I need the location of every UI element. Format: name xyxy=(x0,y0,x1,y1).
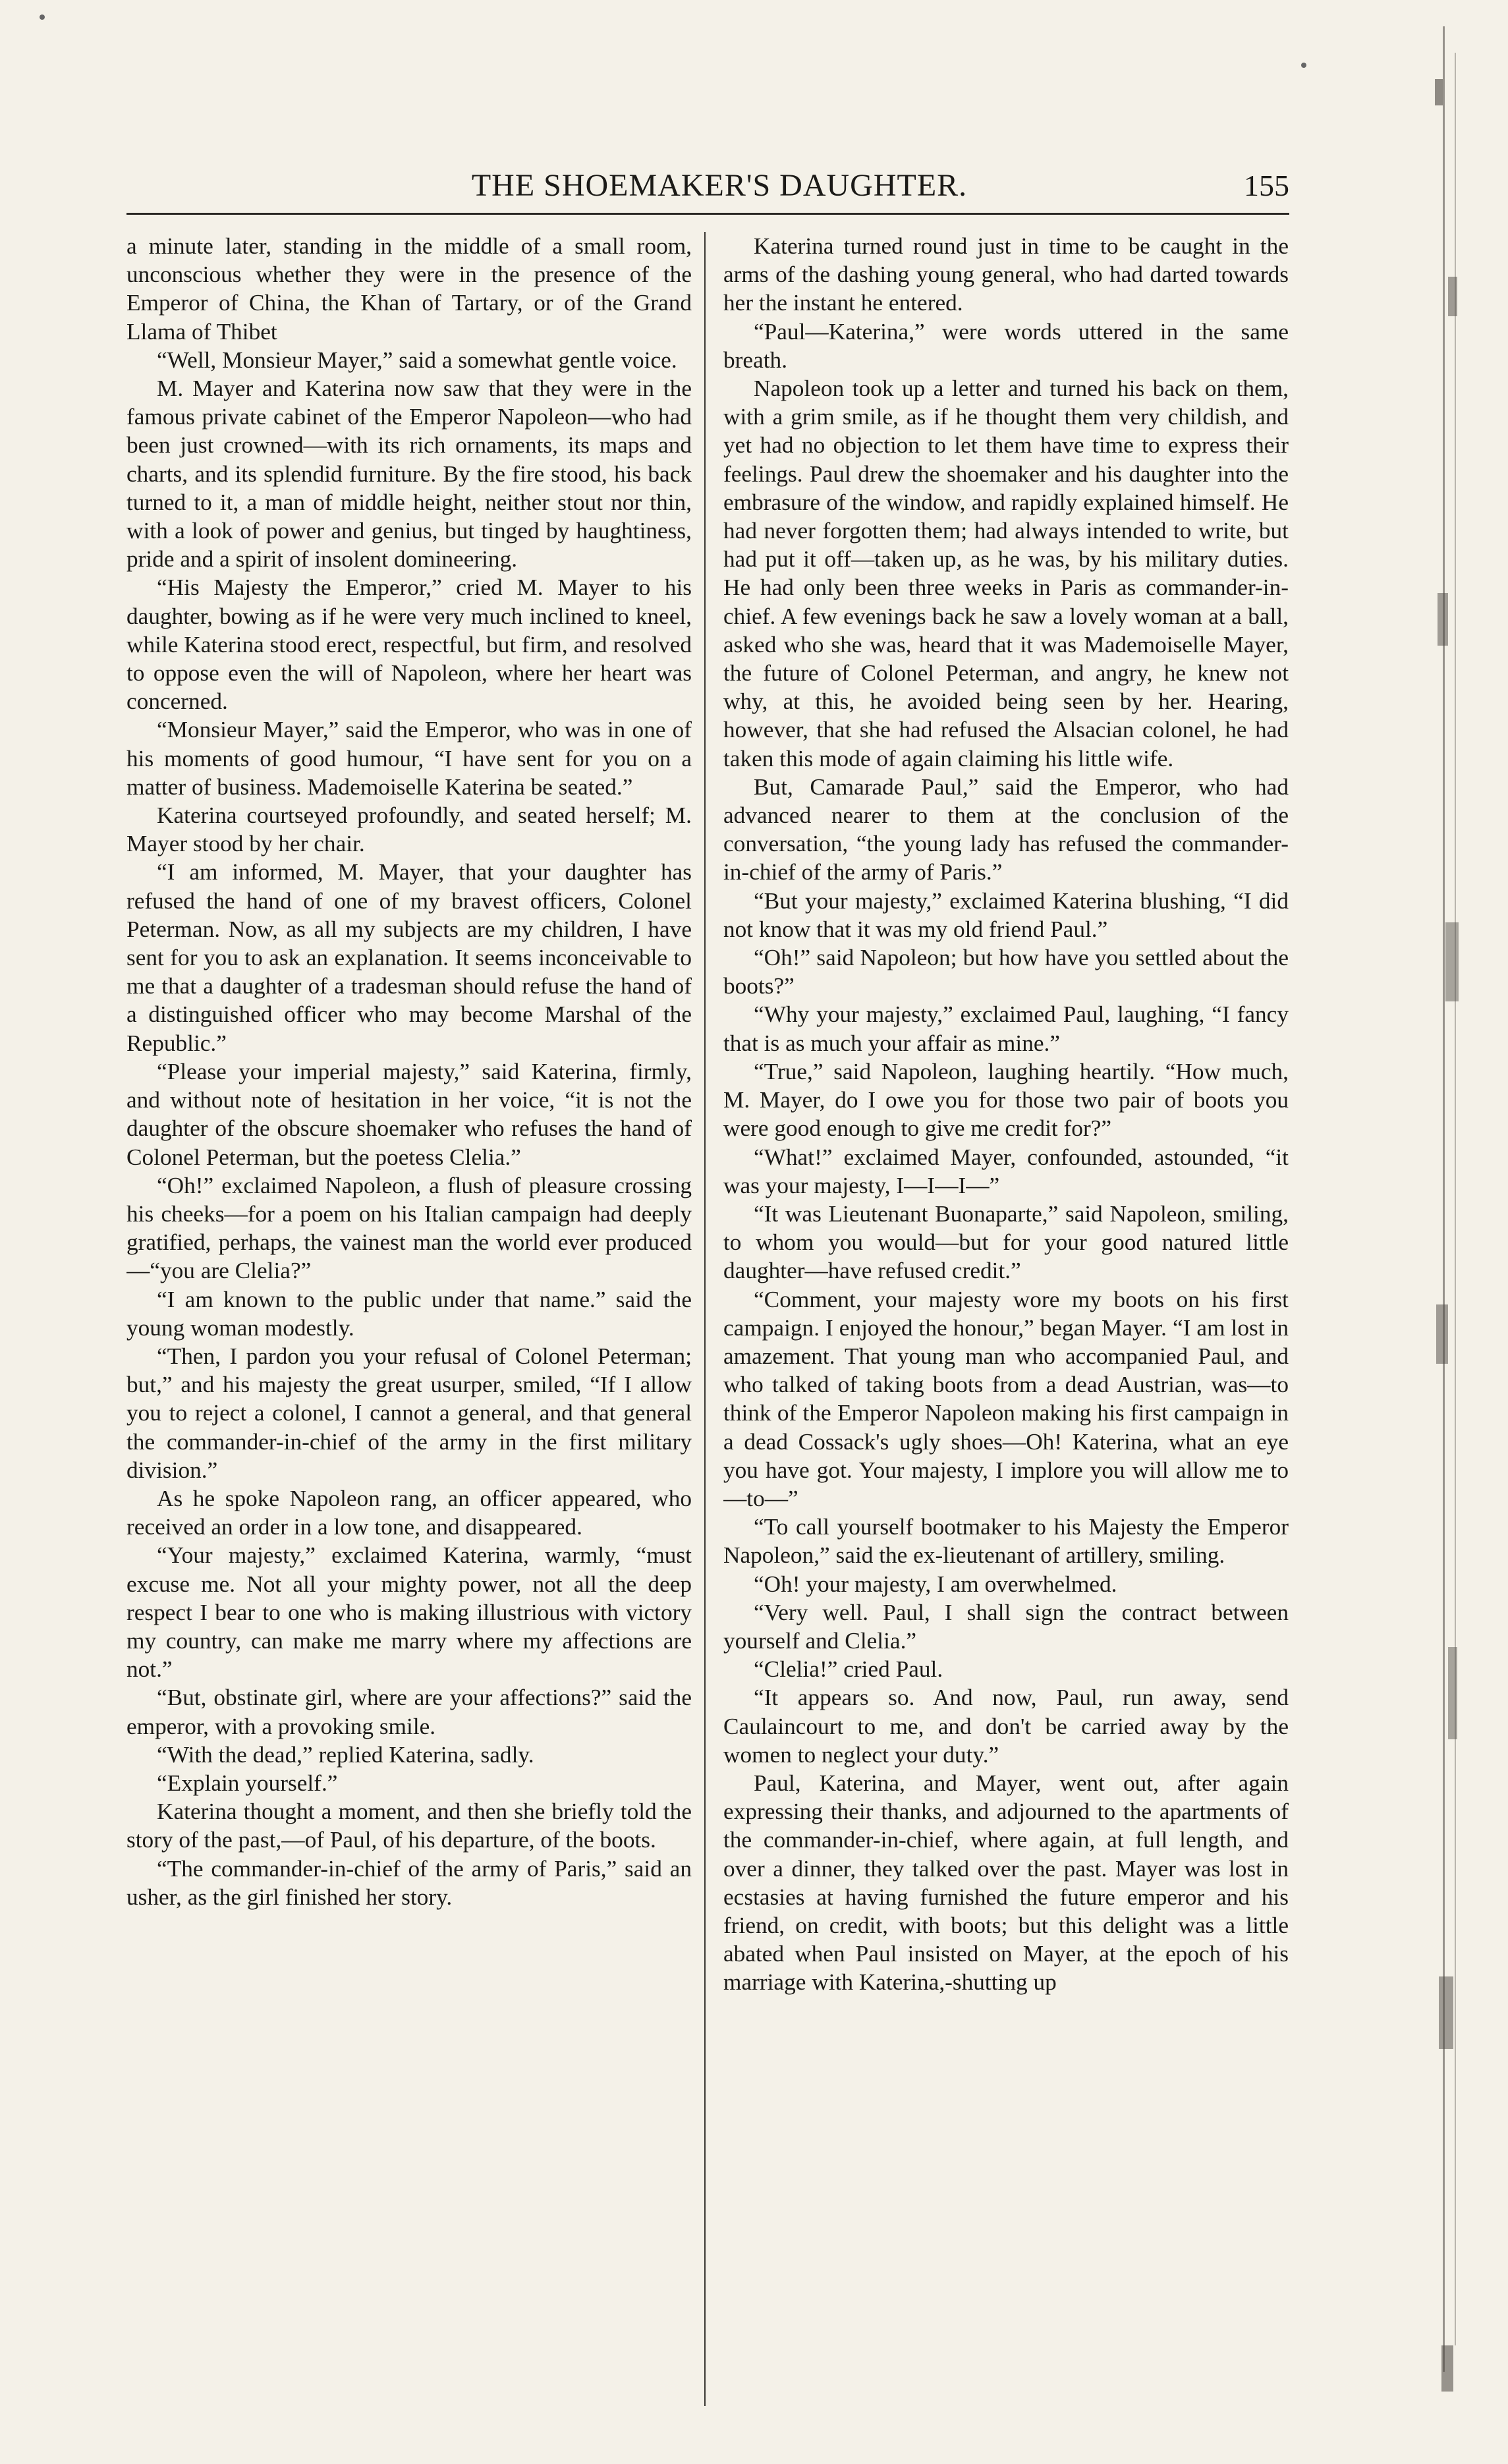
header-rule xyxy=(126,213,1289,215)
paragraph: “Oh!” said Napoleon; but how have you settled about the boots?” xyxy=(723,945,1289,999)
paragraph: Napoleon took up a letter and turned his back on them, with a grim smile, as if he thought them very childish, and yet had no objection to let them have time to express their feelings. Paul drew the shoemaker and his daughter into the embrasure of the window, and rapidly explained himself. He had never forgotten them; had always intended to write, but had put it off—taken up, as he was, by his military duties. He had only been three weeks in Paris as commander-in-chief. A few evenings back he saw a lovely woman at a ball, asked who she was, heard that it was Mademoiselle Mayer, the future of Colonel Peterman, and angry, he knew not why, at this, he avoided being seen by her. Hearing, however, that she had refused the Alsacian colonel, he had taken this mode of again claiming his little wife. xyxy=(723,376,1289,771)
right-column xyxy=(723,232,1289,2432)
paragraph: “To call yourself bootmaker to his Majesty the Emperor Napoleon,” said the ex-lieutenant of artillery, smiling. xyxy=(723,1514,1289,1569)
paragraph: But, Camarade Paul,” said the Emperor, who had advanced nearer to them at the conclusion of the conversation, “the young lady has refused the commander-in-chief of the army of Paris.” xyxy=(723,773,1289,885)
scan-speck xyxy=(1301,63,1306,68)
column-divider xyxy=(704,232,706,2406)
paragraph: “Explain yourself.” xyxy=(157,1770,338,1796)
paragraph: As he spoke Napoleon rang, an officer appeared, who received an order in a low tone, and disappeared. xyxy=(126,1485,692,1540)
running-title: THE SHOEMAKER'S DAUGHTER. xyxy=(471,168,968,203)
paragraph: “I am informed, M. Mayer, that your daughter has refused the hand of one of my bravest officers, Colonel Peterman. Now, as all my subjects are my children, I have sent for you to ask an explanation. It seems inconceivable to me that a daughter of a tradesman should refuse the hand of a distinguished officer who may become Marshal of the Republic.” xyxy=(126,859,692,1056)
scan-speck xyxy=(40,14,45,20)
paragraph: “The commander-in-chief of the army of Paris,” said an usher, as the girl finished her story. xyxy=(126,1855,692,1910)
page-number: 155 xyxy=(1244,169,1289,202)
left-column xyxy=(126,232,692,2432)
paragraph: “What!” exclaimed Mayer, confounded, astounded, “it was your majesty, I—I—I—” xyxy=(723,1144,1289,1198)
paragraph: Paul, Katerina, and Mayer, went out, after again expressing their thanks, and adjourned to the apartments of the commander-in-chief, where again, at full length, and over a dinner, they talked over the past. Mayer was lost in ecstasies at having furnished the future emperor and his friend, on credit, with boots; but this delight was a little abated when Paul insisted on Mayer, at the epoch of his marriage with Katerina,-shutting up xyxy=(723,1770,1289,1996)
paragraph: “Very well. Paul, I shall sign the contract between yourself and Clelia.” xyxy=(723,1599,1289,1654)
paragraph: Katerina thought a moment, and then she briefly told the story of the past,—of Paul, of his departure, of the boots. xyxy=(126,1799,692,1853)
paragraph: a minute later, standing in the middle of a small room, unconscious whether they were in the presence of the Emperor of China, the Khan of Tartary, or of the Grand Llama of Thibet xyxy=(126,233,692,345)
paragraph: “With the dead,” replied Katerina, sadly. xyxy=(157,1741,534,1768)
paragraph: “His Majesty the Emperor,” cried M. Mayer to his daughter, bowing as if he were very much inclined to kneel, while Katerina stood erect, respectful, but firm, and resolved to oppose even the will of Napoleon, where her heart was concerned. xyxy=(126,574,692,715)
paragraph: “Oh!” exclaimed Napoleon, a flush of pleasure crossing his cheeks—for a poem on his Italian campaign had deeply gratified, perhaps, the vainest man the world ever produced—“you are Clelia?” xyxy=(126,1172,692,1284)
paragraph: “Clelia!” cried Paul. xyxy=(754,1656,943,1683)
paragraph: “But your majesty,” exclaimed Katerina blushing, “I did not know that it was my old friend Paul.” xyxy=(723,887,1289,942)
paragraph: “It appears so. And now, Paul, run away, send Caulaincourt to me, and don't be carried away by the women to neglect your duty.” xyxy=(723,1685,1289,1768)
paragraph: “I am known to the public under that name.” said the young woman modestly. xyxy=(126,1286,692,1341)
paragraph: “Why your majesty,” exclaimed Paul, laughing, “I fancy that is as much your affair as mine.” xyxy=(723,1001,1289,1056)
paragraph: “Please your imperial majesty,” said Katerina, firmly, and without note of hesitation in her voice, “it is not the daughter of the obscure shoemaker who refuses the hand of Colonel Peterman, but the poetess Clelia.” xyxy=(126,1058,692,1170)
scan-edge-artifact xyxy=(1428,0,1508,2464)
paragraph: “But, obstinate girl, where are your affections?” said the emperor, with a provoking smile. xyxy=(126,1685,692,1739)
paragraph: “Well, Monsieur Mayer,” said a somewhat gentle voice. xyxy=(157,347,677,373)
paragraph: “Paul—Katerina,” were words uttered in the same breath. xyxy=(723,318,1289,373)
paragraph: “Oh! your majesty, I am overwhelmed. xyxy=(754,1571,1117,1597)
paragraph: “Your majesty,” exclaimed Katerina, warmly, “must excuse me. Not all your mighty power, not all the deep respect I bear to one who is making illustrious with victory my country, can make me marry where my affections are not.” xyxy=(126,1542,692,1683)
paragraph: “Then, I pardon you your refusal of Colonel Peterman; but,” and his majesty the great usurper, smiled, “If I allow you to reject a colonel, I cannot a general, and that general the commander-in-chief of the army in the first military division.” xyxy=(126,1343,692,1483)
paragraph: “Monsieur Mayer,” said the Emperor, who was in one of his moments of good humour, “I have sent for you on a matter of business. Mademoiselle Katerina be seated.” xyxy=(126,717,692,800)
paragraph: M. Mayer and Katerina now saw that they were in the famous private cabinet of the Emperor Napoleon—who had been just crowned—with its rich ornaments, its maps and charts, and its splendid furniture. By the fire stood, his back turned to it, a man of middle height, neither stout nor thin, with a look of power and genius, but tinged by haughtiness, pride and a spirit of insolent domineering. xyxy=(126,376,692,573)
paragraph: Katerina turned round just in time to be caught in the arms of the dashing young general, who had darted towards her the instant he entered. xyxy=(723,233,1289,316)
paragraph: Katerina courtseyed profoundly, and seated herself; M. Mayer stood by her chair. xyxy=(126,802,692,857)
paragraph: “It was Lieutenant Buonaparte,” said Napoleon, smiling, to whom you would—but for your good natured little daughter—have refused credit.” xyxy=(723,1200,1289,1284)
running-header xyxy=(126,165,1289,207)
paragraph: “True,” said Napoleon, laughing heartily. “How much, M. Mayer, do I owe you for those two pair of boots you were good enough to give me credit for?” xyxy=(723,1058,1289,1142)
paragraph: “Comment, your majesty wore my boots on his first campaign. I enjoyed the honour,” began Mayer. “I am lost in amazement. That young man who accompanied Paul, and who talked of taking boots from a dead Austrian, was—to think of the Emperor Napoleon making his first campaign in a dead Cossack's ugly shoes—Oh! Katerina, what an eye you have got. Your majesty, I implore you will allow me to—to—” xyxy=(723,1286,1289,1511)
